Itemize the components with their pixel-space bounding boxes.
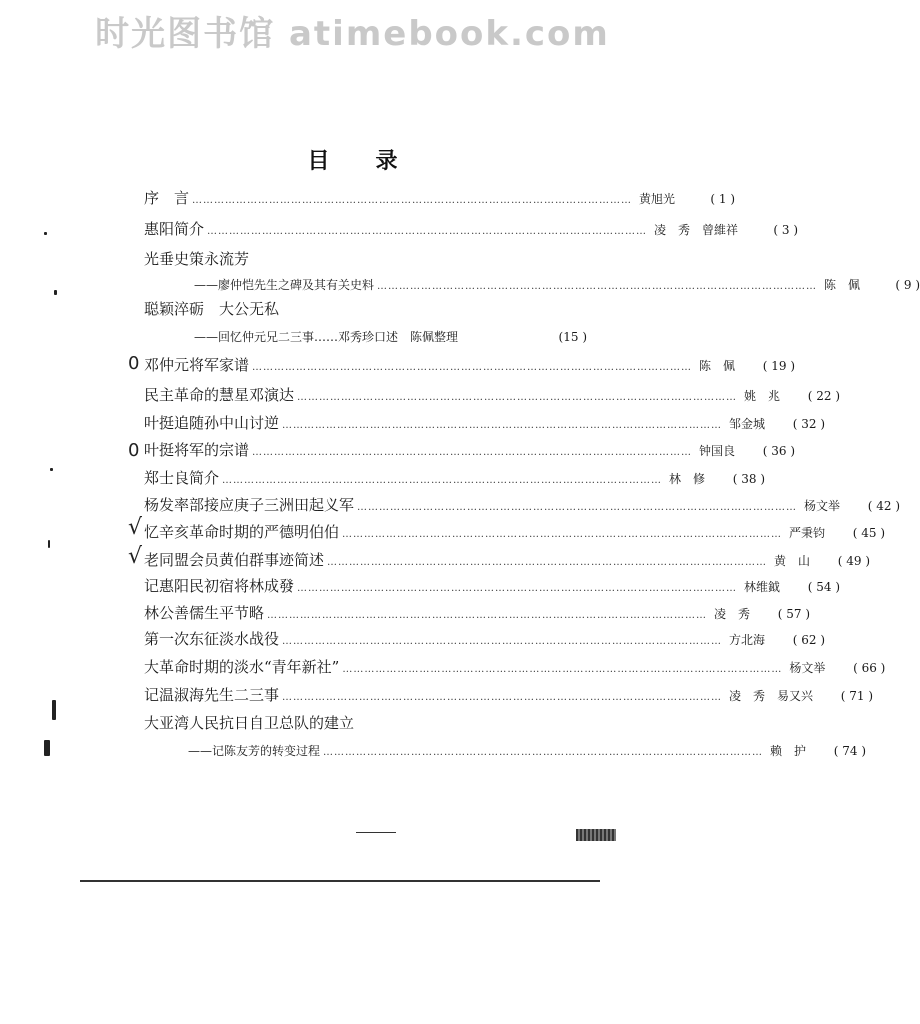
entry-title: 叶挺将军的宗谱	[144, 441, 250, 459]
dot-leader: …………………………………………………………………………………………………………	[282, 636, 723, 647]
dot-leader: …………………………………………………………………………………………………………	[192, 195, 633, 206]
toc-entry-subtitle	[188, 742, 867, 762]
toc-entry-subtitle	[194, 328, 587, 346]
toc-entry	[144, 658, 886, 679]
entry-page: ( 71 )	[840, 689, 874, 703]
entry-author: 凌 秀 曾維祥	[654, 223, 739, 237]
dot-leader: …………………………………………………………………………………………………………	[207, 226, 648, 237]
scan-speck	[50, 468, 53, 471]
toc-entry	[144, 496, 901, 517]
entry-page: ( 54 )	[807, 580, 841, 594]
toc-entry	[144, 577, 841, 598]
toc-entry	[144, 686, 874, 707]
entry-author: 姚 兆	[744, 389, 781, 403]
dot-leader: …………………………………………………………………………………………………………	[267, 610, 708, 621]
watermark-text: 时光图书馆 atimebook.com	[95, 14, 610, 54]
dot-leader: …………………………………………………………………………………………………………	[357, 502, 798, 513]
page-title: 目录	[307, 149, 444, 174]
toc-entry-preface	[144, 189, 736, 210]
entry-title: 第一次东征淡水战役	[144, 630, 280, 648]
entry-author: 杨文举	[789, 661, 826, 675]
entry-title: 杨发率部接应庚子三洲田起义军	[144, 496, 355, 514]
dot-leader: …………………………………………………………………………………………………………	[252, 362, 693, 373]
scan-speck	[44, 232, 47, 235]
entry-author: 杨文举	[804, 499, 841, 513]
entry-title: 林公善儒生平节略	[144, 604, 265, 622]
dot-leader: …………………………………………………………………………………………………………	[342, 529, 783, 540]
scan-speck	[54, 290, 57, 295]
entry-title: ——廖仲恺先生之碑及其有关史料	[194, 278, 375, 292]
dot-leader: …………………………………………………………………………………………………………	[342, 664, 783, 675]
dot-leader: …………………………………………………………………………………………………………	[252, 447, 693, 458]
bottom-short-rule	[356, 832, 396, 833]
handwritten-check-mark: √	[128, 544, 143, 569]
scan-speck	[48, 540, 50, 548]
entry-author: 凌 秀 易又兴	[729, 689, 814, 703]
dot-leader: …………………………………………………………………………………………………………	[327, 557, 768, 568]
toc-entry-heading: 大亚湾人民抗日自卫总队的建立	[144, 714, 355, 732]
toc-entry-subtitle	[194, 276, 920, 296]
dot-leader: …………………………………………………………………………………………………………	[377, 281, 818, 292]
scan-speck	[44, 740, 50, 756]
entry-page: ( 19 )	[762, 359, 796, 373]
entry-author: 陈 佩	[824, 278, 861, 292]
entry-page: (15 )	[558, 330, 587, 344]
entry-title: 郑士良简介	[144, 469, 220, 487]
dot-leader: …………………………………………………………………………………………………………	[222, 475, 663, 486]
entry-title: 惠阳简介	[144, 220, 205, 238]
entry-author: 陈 佩	[699, 359, 736, 373]
entry-author: 严秉钧	[789, 526, 826, 540]
entry-page: ( 42 )	[867, 499, 901, 513]
handwritten-check-mark: √	[128, 515, 143, 540]
entry-author: 林 修	[669, 472, 706, 486]
toc-entry	[144, 551, 871, 572]
entry-title: 忆辛亥革命时期的严德明伯伯	[144, 523, 340, 541]
toc-entry	[144, 220, 799, 241]
entry-title: 记温淑海先生二三事	[144, 686, 280, 704]
dot-leader: …………………………………………………………………………………………………………	[297, 392, 738, 403]
entry-author: 方北海	[729, 633, 766, 647]
ink-blot	[576, 829, 616, 841]
entry-page: ( 1 )	[710, 192, 736, 206]
entry-author: 钟国良	[699, 444, 736, 458]
entry-title: 大革命时期的淡水“青年新社”	[144, 658, 340, 676]
toc-entry	[144, 523, 886, 544]
entry-page: ( 38 )	[732, 472, 766, 486]
entry-page: ( 66 )	[853, 661, 886, 675]
entry-author: 黄 山	[774, 554, 811, 568]
scan-speck	[52, 700, 56, 720]
handwritten-circle-mark: 0	[128, 440, 140, 461]
handwritten-circle-mark: 0	[128, 353, 140, 374]
entry-author: 林维鉞	[744, 580, 781, 594]
entry-author: 黄旭光	[639, 192, 676, 206]
entry-title: ——记陈友芳的转变过程	[188, 744, 321, 758]
toc-entry	[144, 604, 811, 625]
toc-entry-heading: 聪颖淬砺 大公无私	[144, 300, 280, 318]
entry-page: ( 36 )	[762, 444, 796, 458]
entry-page: ( 62 )	[792, 633, 826, 647]
entry-page: ( 45 )	[852, 526, 886, 540]
toc-entry	[144, 386, 841, 407]
entry-page: ( 9 )	[895, 278, 920, 292]
entry-page: ( 57 )	[777, 607, 811, 621]
entry-title: 叶挺追随孙中山讨逆	[144, 414, 280, 432]
entry-title: 邓仲元将军家谱	[144, 356, 250, 374]
dot-leader: …………………………………………………………………………………………………………	[323, 747, 764, 758]
entry-title: 老同盟会员黄伯群事迹简述	[144, 551, 325, 569]
entry-author: 凌 秀	[714, 607, 751, 621]
entry-author: 邹金城	[729, 417, 766, 431]
entry-title: ——回忆仲元兄二三事……邓秀珍口述 陈佩整理	[194, 330, 459, 344]
entry-title: 民主革命的慧星邓演达	[144, 386, 295, 404]
toc-entry	[144, 441, 796, 462]
bottom-rule	[80, 880, 600, 882]
dot-leader: …………………………………………………………………………………………………………	[282, 420, 723, 431]
entry-title: 序 言	[144, 189, 190, 207]
entry-page: ( 22 )	[807, 389, 841, 403]
toc-entry	[144, 414, 826, 435]
dot-leader: …………………………………………………………………………………………………………	[297, 583, 738, 594]
entry-page: ( 3 )	[773, 223, 799, 237]
entry-page: ( 74 )	[833, 744, 867, 758]
entry-page: ( 49 )	[837, 554, 871, 568]
toc-entry-heading: 光垂史策永流芳	[144, 250, 250, 268]
entry-author: 赖 护	[770, 744, 807, 758]
entry-page: ( 32 )	[792, 417, 826, 431]
dot-leader: …………………………………………………………………………………………………………	[282, 692, 723, 703]
toc-entry	[144, 356, 796, 377]
toc-entry	[144, 630, 826, 651]
entry-title: 记惠阳民初宿将林成發	[144, 577, 295, 595]
toc-entry	[144, 469, 766, 490]
